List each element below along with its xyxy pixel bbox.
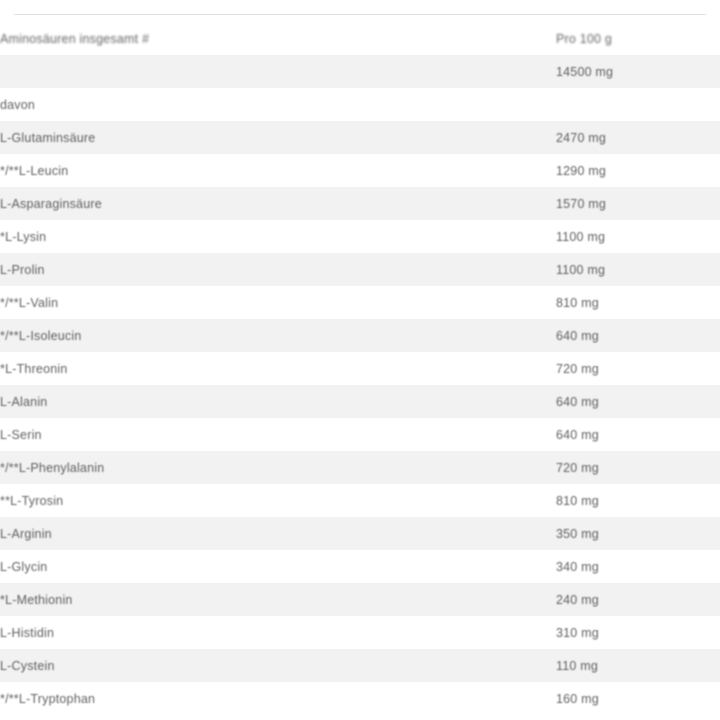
row-name-cell xyxy=(0,319,556,352)
row-name-cell xyxy=(0,385,556,418)
row-value-cell xyxy=(556,385,720,418)
top-divider xyxy=(14,14,706,15)
row-name: */**L-Tryptophan xyxy=(0,691,96,706)
row-name-cell xyxy=(0,682,556,715)
table-row xyxy=(0,517,720,550)
row-name: **L-Tyrosin xyxy=(0,493,64,508)
row-name-cell xyxy=(0,220,556,253)
row-value-cell xyxy=(556,649,720,682)
row-name: L-Glycin xyxy=(0,559,48,574)
table-row xyxy=(0,187,720,220)
row-value-cell xyxy=(556,451,720,484)
row-value-cell xyxy=(556,286,720,319)
row-name: */**L-Valin xyxy=(0,295,59,310)
row-name: L-Cystein xyxy=(0,658,55,673)
table-row xyxy=(0,484,720,517)
row-value-cell xyxy=(556,253,720,286)
row-value-cell xyxy=(556,550,720,583)
row-value-cell xyxy=(556,616,720,649)
row-name: */**L-Isoleucin xyxy=(0,328,82,343)
row-value-cell xyxy=(556,583,720,616)
row-name: L-Prolin xyxy=(0,262,45,277)
row-name: L-Glutaminsäure xyxy=(0,130,96,145)
table-row xyxy=(0,418,720,451)
row-name-cell xyxy=(0,121,556,154)
table-row xyxy=(0,220,720,253)
table-row xyxy=(0,682,720,715)
table-row xyxy=(0,319,720,352)
table-row xyxy=(0,583,720,616)
row-name-cell xyxy=(0,154,556,187)
row-name-cell xyxy=(0,616,556,649)
row-name: */**L-Phenylalanin xyxy=(0,460,105,475)
row-name-cell xyxy=(0,253,556,286)
row-name: L-Asparaginsäure xyxy=(0,196,102,211)
row-value: 640 mg xyxy=(556,394,599,409)
row-value: 310 mg xyxy=(556,625,599,640)
table-row xyxy=(0,154,720,187)
row-name: L-Arginin xyxy=(0,526,52,541)
row-name: */**L-Leucin xyxy=(0,163,69,178)
table-row xyxy=(0,385,720,418)
header-label-value: Pro 100 g xyxy=(556,31,613,46)
row-value: 340 mg xyxy=(556,559,599,574)
row-value: 160 mg xyxy=(556,691,599,706)
row-value-cell xyxy=(556,220,720,253)
row-name: L-Serin xyxy=(0,427,42,442)
row-value-cell xyxy=(556,55,720,88)
row-name-cell xyxy=(0,550,556,583)
row-value: 640 mg xyxy=(556,427,599,442)
row-name-cell xyxy=(0,484,556,517)
row-value-cell xyxy=(556,187,720,220)
table-row xyxy=(0,451,720,484)
row-value: 720 mg xyxy=(556,361,599,376)
row-value-cell xyxy=(556,517,720,550)
row-name-cell xyxy=(0,88,556,121)
row-value: 640 mg xyxy=(556,328,599,343)
row-value: 810 mg xyxy=(556,493,599,508)
row-value: 1100 mg xyxy=(556,229,606,244)
row-value: 810 mg xyxy=(556,295,599,310)
row-name-cell xyxy=(0,187,556,220)
row-value: 110 mg xyxy=(556,658,598,673)
amino-acid-table xyxy=(0,22,720,715)
row-name-cell xyxy=(0,583,556,616)
table-row xyxy=(0,550,720,583)
row-value-cell xyxy=(556,484,720,517)
table-row xyxy=(0,352,720,385)
row-value: 14500 mg xyxy=(556,64,614,79)
row-value-cell xyxy=(556,352,720,385)
table-row xyxy=(0,649,720,682)
table-row xyxy=(0,286,720,319)
row-value-cell xyxy=(556,88,720,121)
row-value: 1570 mg xyxy=(556,196,607,211)
row-name: *L-Methionin xyxy=(0,592,73,607)
row-value: 1100 mg xyxy=(556,262,606,277)
row-value: 720 mg xyxy=(556,460,599,475)
row-name: L-Alanin xyxy=(0,394,48,409)
bottom-edge xyxy=(0,712,720,720)
row-name-cell xyxy=(0,517,556,550)
row-value: 1290 mg xyxy=(556,163,607,178)
row-value: 240 mg xyxy=(556,592,599,607)
row-value-cell xyxy=(556,682,720,715)
table-row xyxy=(0,616,720,649)
row-name-cell xyxy=(0,352,556,385)
row-name: davon xyxy=(0,97,36,112)
row-value-cell xyxy=(556,121,720,154)
row-name-cell xyxy=(0,418,556,451)
table-row xyxy=(0,121,720,154)
table-row xyxy=(0,88,720,121)
header-cell-name xyxy=(0,22,556,55)
table-row xyxy=(0,55,720,88)
row-name-cell xyxy=(0,286,556,319)
row-name: L-Histidin xyxy=(0,625,55,640)
table-header-row xyxy=(0,22,720,55)
row-value-cell xyxy=(556,418,720,451)
row-name: *L-Lysin xyxy=(0,229,47,244)
row-name-cell xyxy=(0,55,556,88)
header-cell-value xyxy=(556,22,720,55)
row-name-cell xyxy=(0,451,556,484)
header-label-name: Aminosäuren insgesamt # xyxy=(0,31,150,46)
row-name: *L-Threonin xyxy=(0,361,68,376)
row-name-cell xyxy=(0,649,556,682)
row-value-cell xyxy=(556,154,720,187)
row-value: 2470 mg xyxy=(556,130,607,145)
row-value-cell xyxy=(556,319,720,352)
row-value: 350 mg xyxy=(556,526,599,541)
table-row xyxy=(0,253,720,286)
